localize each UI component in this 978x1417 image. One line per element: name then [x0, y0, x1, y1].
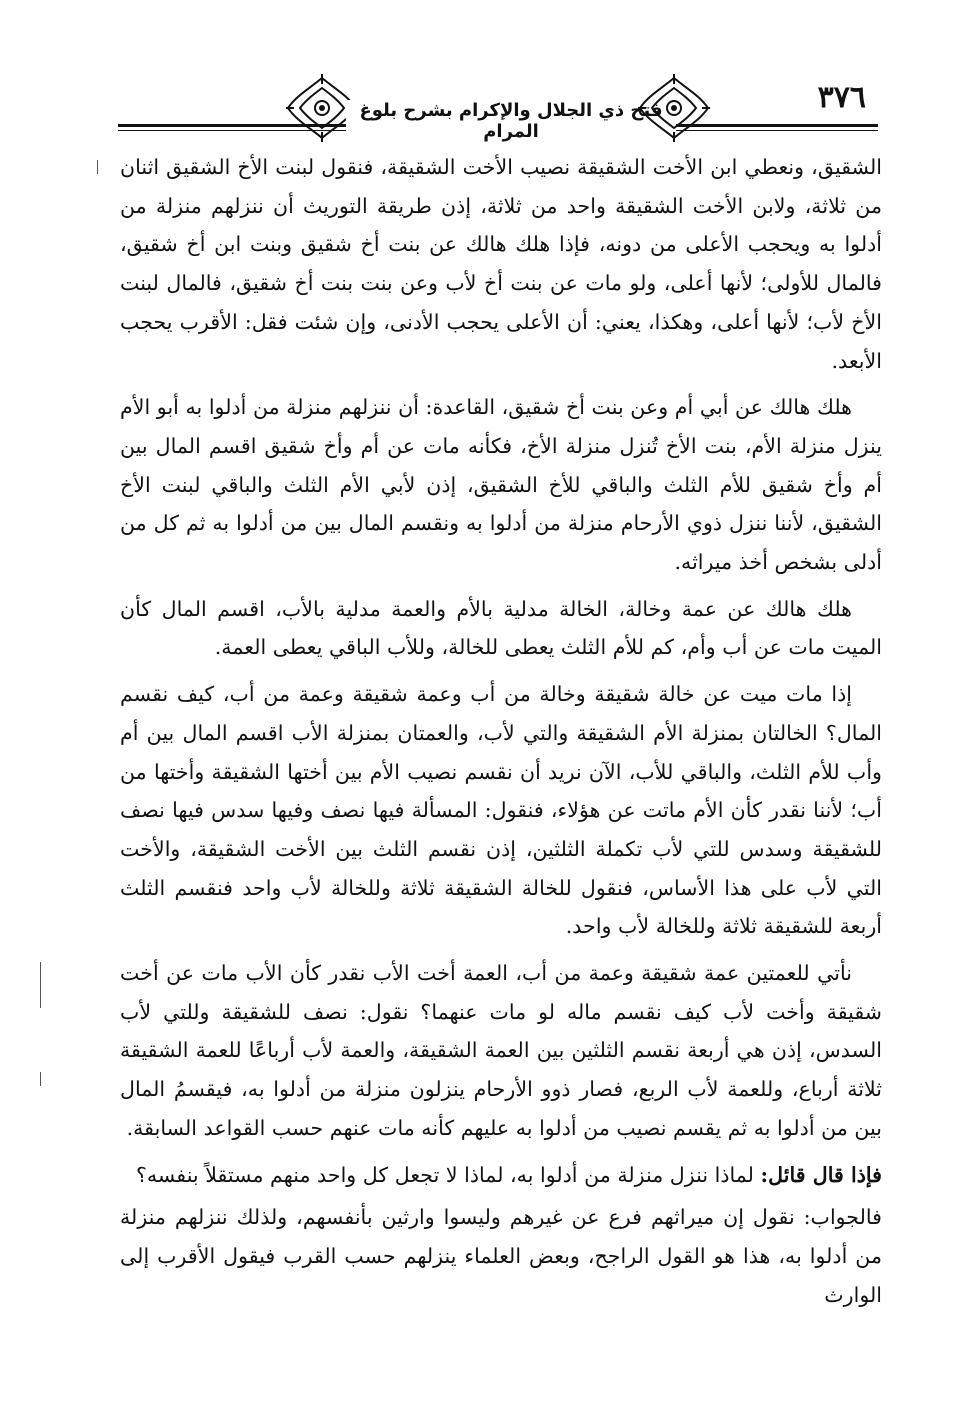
paragraph: هلك هالك عن أبي أم وعن بنت أخ شقيق، القاعدة: أن ننزلهم منزلة من أدلوا به أبو الأم ينزل منزلة الأم، بنت الأخ تُنزل منزلة الأخ، فكأنه مات عن أم وأخ شقيق اقسم المال بين أم وأخ شقيق للأم الثلث والباقي للأخ الشقيق، إذن لأبي الأم الثلث والباقي لبنت الأخ الشقيق، لأننا ننزل ذوي الأرحام منزلة من أدلوا به ونقسم المال بين من أدلوا به ثم كل من أدلى بشخص أخذ ميراثه.	[120, 395, 882, 575]
paragraph: هلك هالك عن عمة وخالة، الخالة مدلية بالأم والعمة مدلية بالأب، اقسم المال كأن الميت مات عن أب وأم، كم للأم الثلث يعطى للخالة، وللأب الباقي يعطى العمة.	[120, 596, 882, 660]
paragraph: إذا مات ميت عن خالة شقيقة وخالة من أب وعمة شقيقة وعمة من أب، كيف نقسم المال؟ الخالتان بمنزلة الأم الشقيقة والتي لأب، والعمتان بمنزلة الأب اقسم المال بين أم وأب للأم الثلث، والباقي للأب، الآن نريد أن نقسم نصيب الأم بين أختها الشقيقة وأختها من أب؛ لأننا نقدر كأن الأم ماتت عن هؤلاء، فنقول: المسألة فيها نصف وفيها سدس فيها نصف للشقيقة وسدس للتي لأب تكملة الثلثين، إذن نقسم الثلث بين الأخت الشقيقة، والأخت التي لأب على هذا الأساس، فنقول للخالة الشقيقة ثلاثة وللخالة لأب واحد فنقسم الثلث أربعة للشقيقة ثلاثة وللخالة لأب واحد.	[120, 682, 882, 939]
page-header	[118, 72, 878, 142]
paragraph-question	[120, 1156, 882, 1195]
paragraph: فالجواب: نقول إن ميراثهم فرع عن غيرهم وليسوا وارثين بأنفسهم، ولذلك ننزلهم منزلة من أدلوا به، هذا هو القول الراجح، وبعض العلماء ينزلهم حسب القرب فيقول الأقرب إلى الوارث	[120, 1205, 882, 1307]
question-text: لماذا ننزل منزلة من أدلوا به، لماذا لا تجعل كل واحد منهم مستقلاً بنفسه؟	[135, 1162, 761, 1187]
page-body	[120, 148, 882, 1322]
paragraph: نأتي للعمتين عمة شقيقة وعمة من أب، العمة أخت الأب نقدر كأن الأب مات عن أخت شقيقة وأخت لأب كيف نقسم ماله لو مات عنهما؟ نقول: نصف للشقيقة وللتي لأب السدس، إذن هي أربعة نقسم الثلثين بين العمة الشقيقة، والعمة لأب أرباعًا للعمة الشقيقة ثلاثة أرباع، وللعمة لأب الربع، فصار ذوو الأرحام ينزلون منزلة من أدلوا به، فيقسمُ المال بين من أدلوا به ثم يقسم نصيب من أدلوا به عليهم كأنه مات عنهم حسب القواعد السابقة.	[120, 961, 882, 1140]
margin-mark	[40, 1072, 41, 1086]
paragraph: الشقيق، ونعطي ابن الأخت الشقيقة نصيب الأخت الشقيقة، فنقول لبنت الأخ الشقيق اثنان من ثلاثة، ولابن الأخت الشقيقة واحد من ثلاثة، إذن طريقة التوريث أن ننزلهم منزلة من أدلوا به ويحجب الأعلى من دونه، فإذا هلك هالك عن بنت أخ شقيق وبنت ابن أخ شقيق، فالمال للأولى؛ لأنها أعلى، ولو مات عن بنت أخ لأب وعن بنت بنت أخ شقيق، فالمال لبنت الأخ لأب؛ لأنها أعلى، وهكذا، يعني: أن الأعلى يحجب الأدنى، وإن شئت فقل: الأقرب يحجب الأبعد.	[120, 155, 882, 373]
margin-mark	[40, 962, 41, 1008]
question-lead: فإذا قال قائل:	[760, 1162, 882, 1187]
ornament-right-icon	[638, 72, 710, 142]
page-number: ٣٧٦	[817, 80, 866, 115]
book-title: فتح ذي الجلال والإكرام بشرح بلوغ المرام	[346, 100, 676, 142]
margin-mark	[97, 160, 98, 174]
